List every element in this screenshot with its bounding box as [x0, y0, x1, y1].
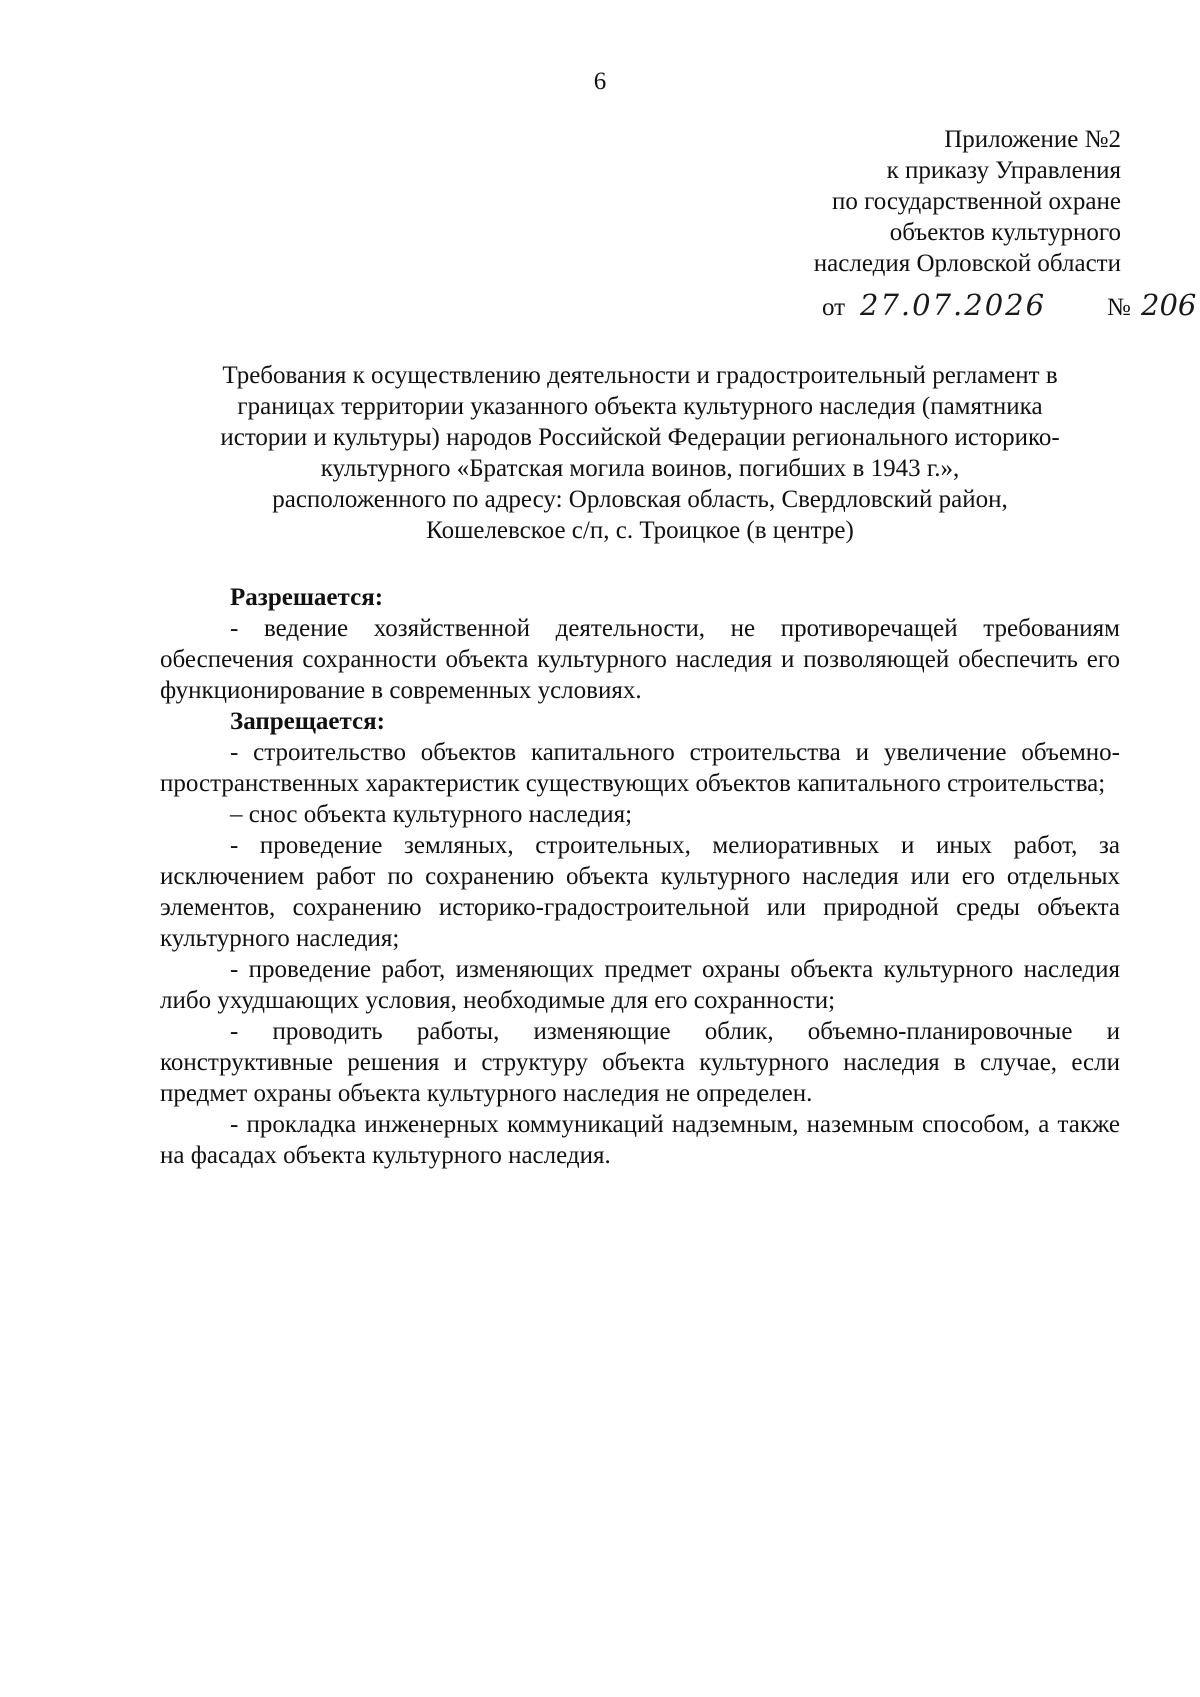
forbidden-heading: Запрещается:	[230, 708, 386, 735]
title-line: расположенного по адресу: Орловская область, Свердловский район,	[272, 486, 1008, 513]
appendix-line: к приказу Управления	[886, 157, 1121, 184]
forbidden-item: - проведение работ, изменяющих предмет охраны объекта культурного наследия либо ухудшающих условия, необходимые для его сохранности;	[160, 956, 1120, 1014]
forbidden-item: - прокладка инженерных коммуникаций надземным, наземным способом, а также на фасадах объекта культурного наследия.	[160, 1111, 1120, 1169]
title-line: Требования к осуществлению деятельности и градостроительный регламент в	[222, 362, 1058, 389]
forbidden-item: - строительство объектов капитального строительства и увеличение объемно-пространственных характеристик существующих объектов капитального строительства;	[160, 739, 1120, 797]
title-line: истории и культуры) народов Российской Федерации регионального историко-	[220, 424, 1060, 451]
appendix-line: по государственной охране	[831, 188, 1121, 215]
allowed-item: - ведение хозяйственной деятельности, не противоречащей требованиям обеспечения сохранности объекта культурного наследия и позволяющей обеспечить его функционирование в современных условиях.	[160, 615, 1120, 704]
handwritten-date: 27.07.2026	[860, 288, 1047, 322]
document-title	[160, 360, 1120, 546]
appendix-header	[561, 124, 1121, 279]
appendix-line: Приложение №2	[944, 126, 1121, 153]
allowed-heading: Разрешается:	[230, 584, 384, 611]
order-date-number	[822, 288, 1197, 334]
date-prefix: от	[822, 294, 846, 321]
handwritten-number: 206	[1141, 288, 1197, 322]
appendix-line: наследия Орловской области	[813, 250, 1121, 277]
forbidden-item: - проведение земляных, строительных, мелиоративных и иных работ, за исключением работ по сохранению объекта культурного наследия или его отдельных элементов, сохранению историко-градостроительной или природной среды объекта культурного наследия;	[160, 832, 1120, 952]
document-body	[160, 582, 1120, 1171]
title-line: Кошелевское с/п, с. Троицкое (в центре)	[426, 517, 854, 544]
forbidden-item: – снос объекта культурного наследия;	[230, 801, 633, 828]
page-number: 6	[593, 68, 607, 95]
number-label: №	[1107, 294, 1131, 321]
forbidden-item: - проводить работы, изменяющие облик, объемно-планировочные и конструктивные решения и структуру объекта культурного наследия в случае, если предмет охраны объекта культурного наследия не определен.	[160, 1018, 1120, 1107]
appendix-line: объектов культурного	[889, 219, 1121, 246]
title-line: культурного «Братская могила воинов, погибших в 1943 г.»,	[320, 455, 960, 482]
title-line: границах территории указанного объекта культурного наследия (памятника	[237, 393, 1043, 420]
